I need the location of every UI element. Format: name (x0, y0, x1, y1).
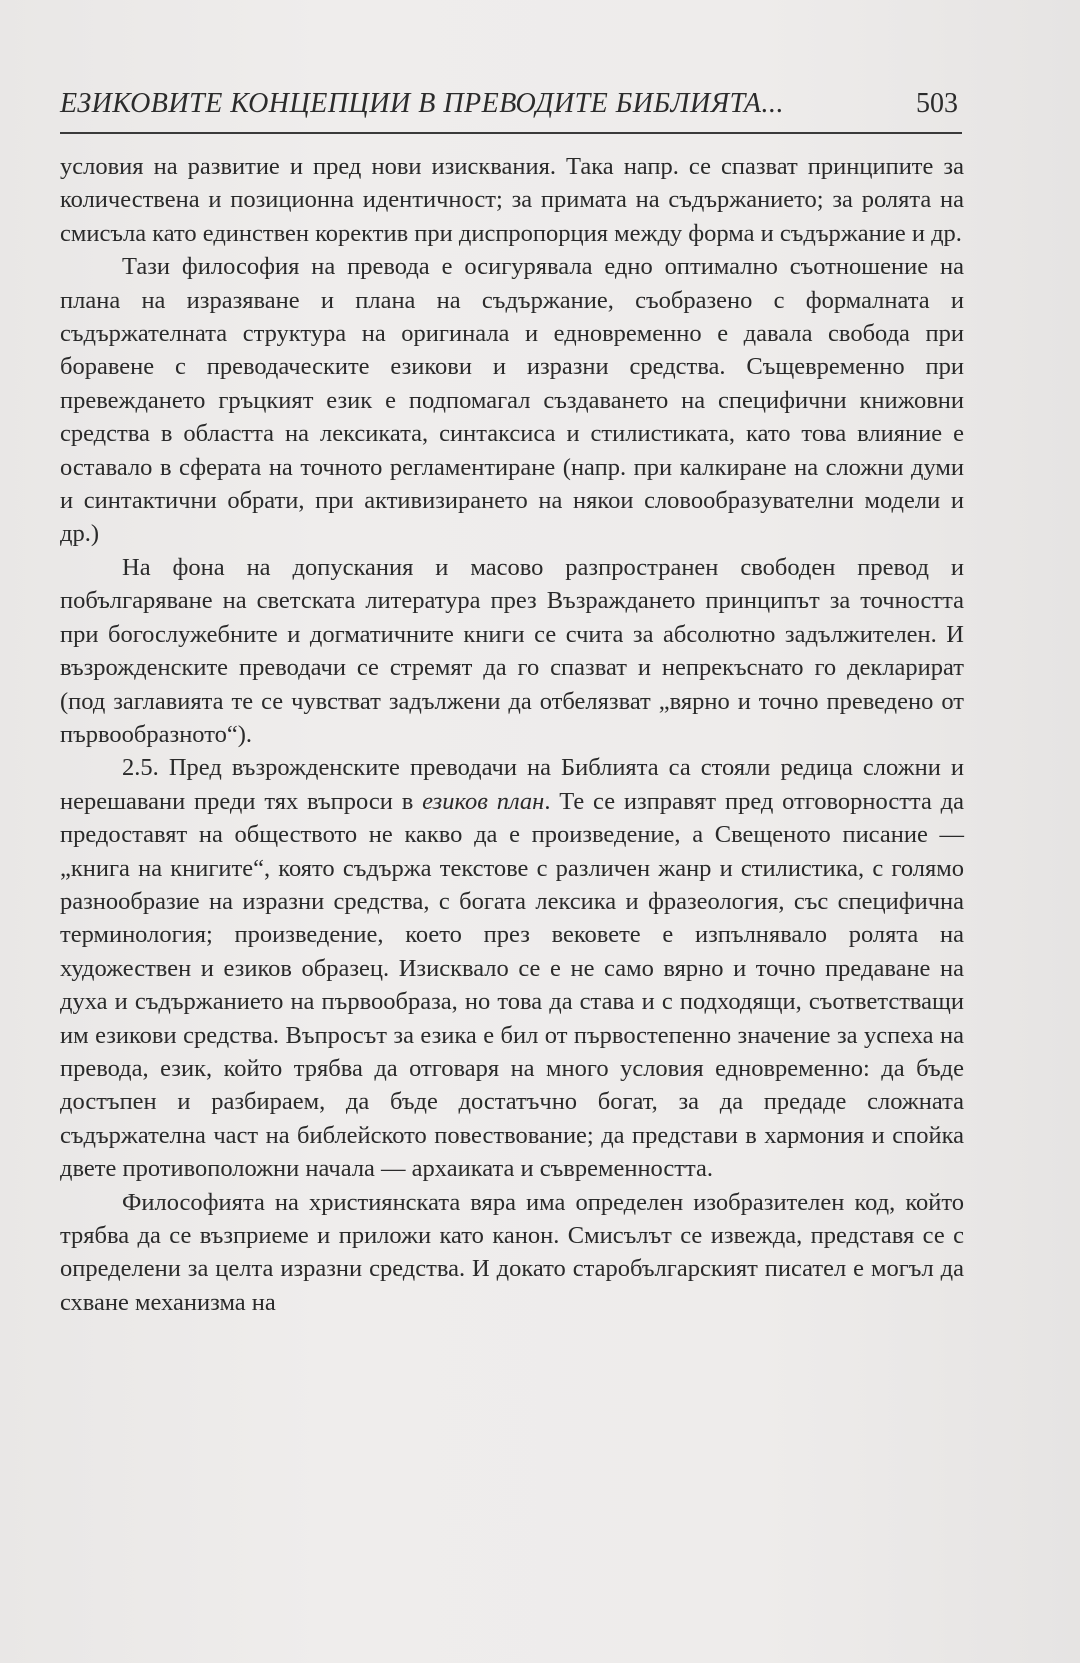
page-number: 503 (916, 88, 958, 119)
paragraph-4-italic: езиков план (422, 787, 545, 815)
body-text (60, 150, 964, 1319)
paragraph-1: условия на развитие и пред нови изисквания. Така напр. се спазват принципите за количествена и позиционна идентичност; за примата на съдържанието; за ролята на смисъла като единствен коректив при диспропорция между форма и съдържание и др. (60, 153, 964, 247)
paragraph-4-part-1: 2.5. Пред възрожденските преводачи на Библията са стояли редица сложни и нерешавани преди тях въпроси в (60, 754, 964, 815)
paragraph-2: Тази философия на превода е осигурявала едно оптимално съотношение на плана на изразяване и плана на съдържание, съобразено с формалната и съдържателната структура на оригинала и едновременно е давала свобода при боравене с преводаческите езикови и изразни средства. Същевременно при превеждането гръцкият език е подпомагал създаването на специфични книжовни средства в областта на лексиката, синтаксиса и стилистиката, като това влияние е оставало в сферата на точното регламентиране (напр. при калкиране на сложни думи и синтактични обрати, при активизирането на някои словообразувателни модели и др.) (60, 253, 964, 548)
paragraph-4-part-2: . Те се изправят пред отговорността да предоставят на обществото не какво да е произведение, а Свещеното писание — „книга на книгите“, която съдържа текстове с различен жанр и стилистика, с голямо разнообразие на изразни средства, с богата лексика и фразеология, със специфична терминология; произведение, което през вековете е изпълнявало ролята на художествен и езиков образец. Изисквало се е не само вярно и точно предаване на духа и съдържанието на първообраза, но това да става и с подходящи, съответстващи им езикови средства. Въпросът за езика е бил от първостепенно значение за успеха на превода, език, който трябва да отговаря на много условия едновременно: да бъде достъпен и разбираем, да бъде достатъчно богат, за да предаде сложната съдържателна част на библейското повествование; да представи в хармония и спойка двете противоположни начала — архаиката и съвременността. (60, 787, 964, 1183)
running-title: ЕЗИКОВИТЕ КОНЦЕПЦИИ В ПРЕВОДИТЕ БИБЛИЯТА... (60, 88, 785, 119)
paragraph-4 (60, 751, 964, 1185)
paragraph-3: На фона на допускания и масово разпространен свободен превод и побългаряване на светската литература през Възраждането принципът за точността при богослужебните и догматичните книги се счита за абсолютно задължителен. И възрожденските преводачи се стремят да го спазват и непрекъснато го декларират (под заглавията те се чувстват задължени да отбелязват „вярно и точно преведено от първообразното“). (60, 553, 964, 748)
paragraph-5: Философията на християнската вяра има определен изобразителен код, който трябва да се възприеме и приложи като канон. Смисълът се извежда, представя се с определени за целта изразни средства. И докато старобългарският писател е могъл да схване механизма на (60, 1188, 964, 1316)
page-header (60, 88, 962, 134)
